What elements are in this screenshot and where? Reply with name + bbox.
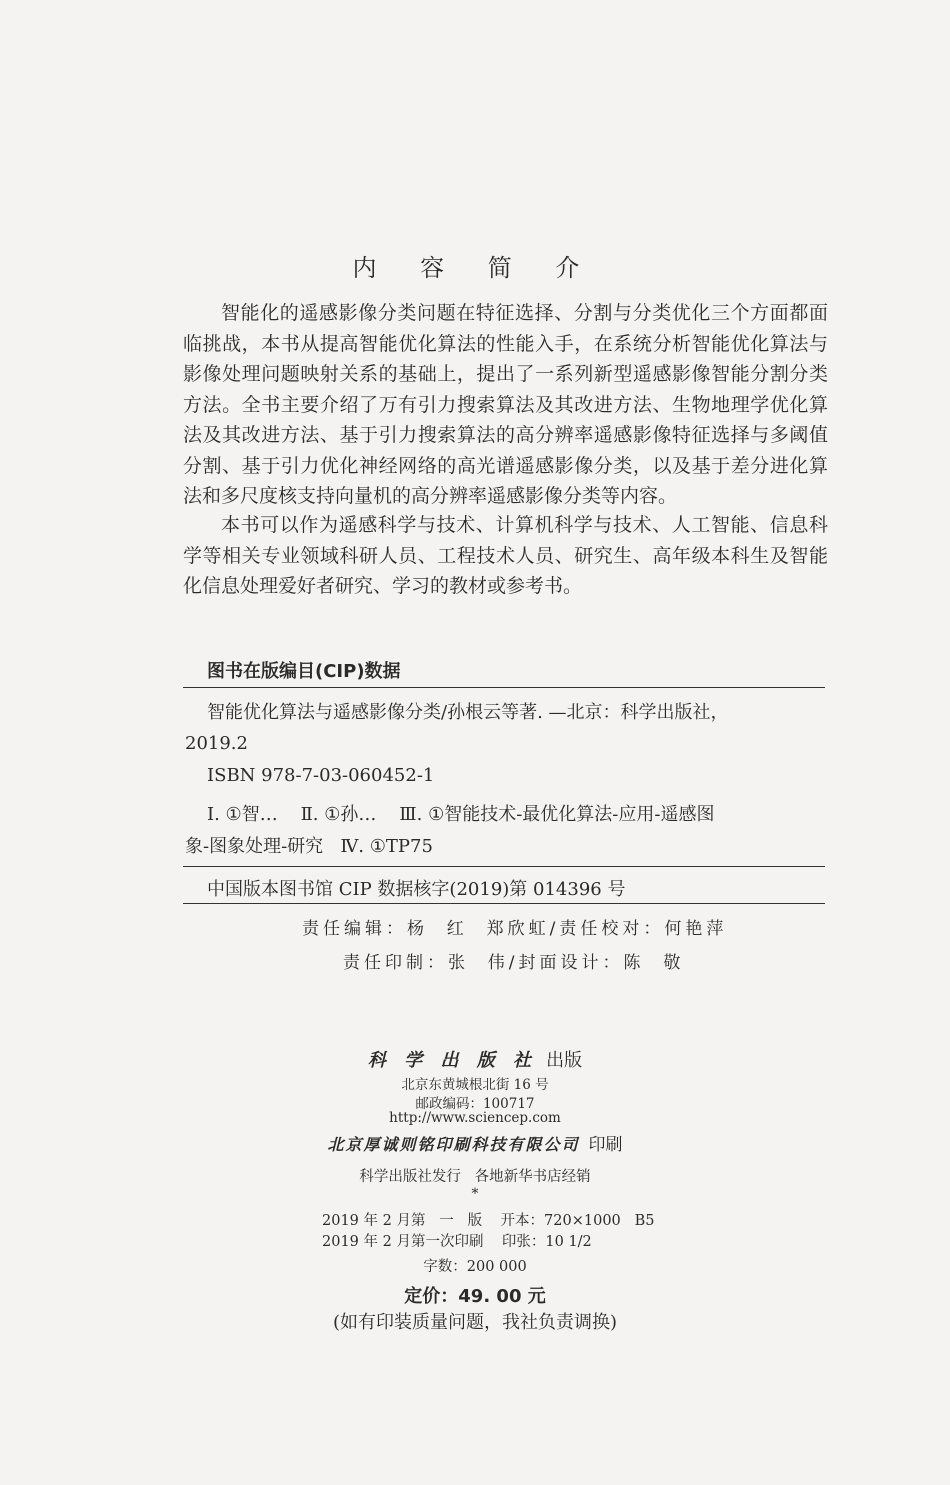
publisher-website: http://www.sciencep.com <box>389 1110 561 1126</box>
publisher-postcode: 邮政编码：100717 <box>415 1096 535 1112</box>
cip-bottom-rule <box>183 903 825 904</box>
cip-isbn: ISBN 978-7-03-060452-1 <box>207 765 435 786</box>
printing-line: 2019 年 2 月第一次印刷 印张：10 1/2 <box>322 1234 592 1250</box>
printer-logo: 北京厚诚则铭印刷科技有限公司 <box>327 1135 580 1154</box>
intro-paragraph-2: 本书可以作为遥感科学与技术、计算机科学与技术、人工智能、信息科学等相关专业领域科研人员、工程技术人员、研究生、高年级本科生及智能化信息处理爱好者研究、学习的教材或参考书。 <box>183 514 828 597</box>
intro-paragraph-1: 智能化的遥感影像分类问题在特征选择、分割与分类优化三个方面都面临挑战，本书从提高智能优化算法的性能入手，在系统分析智能优化算法与影像处理问题映射关系的基础上，提出了一系列新型遥感影像智能分割分类方法。全书主要介绍了万有引力搜索算法及其改进方法、生物地理学优化算法及其改进方法、基于引力搜索算法的高分辨率遥感影像特征选择与多阈值分割、基于引力优化神经网络的高光谱遥感影像分类，以及基于差分进化算法和多尺度核支持向量机的高分辨率遥感影像分类等内容。 <box>183 302 828 507</box>
printer-suffix: 印刷 <box>588 1135 623 1155</box>
cip-catalog-number: 中国版本图书馆 CIP 数据核字(2019)第 014396 号 <box>207 879 626 900</box>
cip-middle-rule <box>183 866 825 867</box>
separator-star: * <box>471 1186 479 1202</box>
distribution-line: 科学出版社发行 各地新华书店经销 <box>359 1169 591 1185</box>
publisher-suffix: 出版 <box>546 1050 583 1071</box>
page-title: 内 容 简 介 <box>352 254 598 282</box>
print-credits: 责任印制：张 伟/封面设计：陈 敬 <box>343 953 685 973</box>
quality-notice: (如有印装质量问题，我社负责调换) <box>332 1312 618 1333</box>
cip-top-rule <box>183 687 825 688</box>
cip-heading: 图书在版编目(CIP)数据 <box>207 661 401 682</box>
publisher-logo: 科 学 出 版 社 <box>367 1050 537 1071</box>
edition-line: 2019 年 2 月第 一 版 开本：720×1000 B5 <box>322 1213 655 1229</box>
cip-date-line: 2019.2 <box>185 733 248 754</box>
publisher-address: 北京东黄城根北街 16 号 <box>401 1077 549 1093</box>
editor-credits: 责任编辑：杨 红 郑欣虹/责任校对：何艳萍 <box>302 919 728 939</box>
publisher-line <box>0 1046 950 1072</box>
cip-classification-line-2: 象-图象处理-研究 Ⅳ. ①TP75 <box>185 836 433 857</box>
cip-classification-line-1: Ⅰ. ①智… Ⅱ. ①孙… Ⅲ. ①智能技术-最优化算法-应用-遥感图 <box>207 804 715 825</box>
printer-line <box>0 1130 950 1155</box>
word-count: 字数：200 000 <box>423 1259 527 1275</box>
price: 定价：49. 00 元 <box>404 1286 546 1307</box>
cip-title-line: 智能优化算法与遥感影像分类/孙根云等著. —北京：科学出版社， <box>207 702 729 723</box>
